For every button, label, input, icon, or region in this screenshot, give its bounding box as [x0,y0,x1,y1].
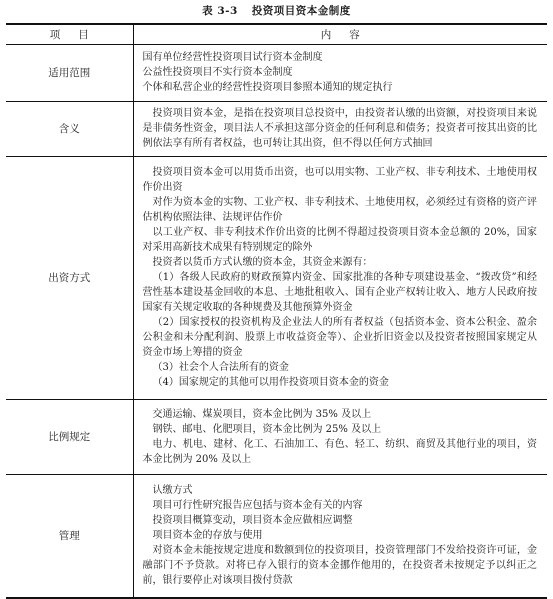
manage-paragraph: 认缴方式 [152,485,193,497]
table-caption [0,3,553,18]
scope-line: 国有单位经营性投资项目试行资本金制度 [142,52,323,63]
row-content-manage [133,474,547,598]
row-label-method: 出资方式 [6,156,133,399]
table-number: 表 3-3 [202,5,238,17]
method-paragraph: （3）社会个人合法所有的资金 [152,362,289,373]
method-paragraph: 以工业产权、非专利技术作价出资的比例不得超过投资项目资本金总额的 20%，国家对采用高新技术成果有特别规定的除外 [142,227,537,253]
row-content-ratio [133,399,547,474]
row-ratio [6,399,547,474]
row-content-method [133,156,547,399]
method-paragraph: 对作为资本金的实物、工业产权、非专利技术、土地使用权，必须经过有资格的资产评估机构依照法律、法规评估作价 [142,197,537,223]
ratio-paragraph: 交通运输、煤炭项目，资本金比例为 35% 及以上 [152,408,372,420]
row-label-scope: 适用范围 [6,44,133,101]
manage-paragraph: 投资项目概算变动，项目资本金应做相应调整 [152,515,353,527]
header-item: 项目 [6,24,133,44]
method-paragraph: 投资项目资本金可以用货币出资，也可以用实物、工业产权、非专利技术、土地使用权作价出资 [142,167,537,193]
scope-line: 公益性投资项目不实行资本金制度 [142,67,293,78]
row-scope [6,44,547,101]
header-row [6,24,547,44]
ratio-paragraph: 钢铁、邮电、化肥项目，资本金比例为 25% 及以上 [152,423,382,435]
manage-paragraph: 项目可行性研究报告应包括与资本金有关的内容 [152,500,363,512]
row-content-scope [133,44,547,101]
row-content-meaning [133,101,547,156]
manage-paragraph: 对资本金未能按规定进度和数额到位的投资项目，投资管理部门不发给投资许可证，金融部门不予贷款。对将已存入银行的资本金挪作他用的，在投资者未按规定予以纠正之前，银行要停止对该项目拨付贷款 [142,545,537,587]
row-label-meaning: 含义 [6,101,133,156]
method-paragraph: （2）国家授权的投资机构及企业法人的所有者权益（包括资本金、资本公积金、盈余公积金和未分配利润、股票上市收益资金等）、企业折旧资金以及投资者按照国家规定从资金市场上筹措的资金 [142,317,537,358]
row-meaning [6,101,547,156]
method-paragraph: 投资者以货币方式认缴的资本金，其资金来源有： [152,257,373,268]
table-title: 投资项目资本金制度 [251,5,351,17]
row-label-ratio: 比例规定 [6,399,133,474]
scope-line: 个体和私营企业的经营性投资项目参照本通知的规定执行 [142,82,393,93]
row-manage [6,474,547,598]
row-method [6,156,547,399]
manage-paragraph: 项目资本金的存放与使用 [152,530,263,542]
header-content: 内容 [133,24,547,44]
capital-system-table [6,23,547,599]
method-paragraph: （4）国家规定的其他可以用作投资项目资本金的资金 [152,377,389,388]
method-paragraph: （1）各级人民政府的财政预算内资金、国家批准的各种专项建设基金、“拨改贷”和经营性基本建设基金回收的本息、土地批租收入、国有企业产权转让收入、地方人民政府按国家有关规定收取的各种规费及其他预算外资金 [142,272,537,313]
row-label-manage: 管理 [6,474,133,598]
meaning-paragraph: 投资项目资本金，是指在投资项目总投资中，由投资者认缴的出资额，对投资项目来说是非债务性资金，项目法人不承担这部分资金的任何利息和债务；投资者可按其出资的比例依法享有所有者权益，也可转让其出资，但不得以任何方式抽回 [142,108,537,149]
ratio-paragraph: 电力、机电、建材、化工、石油加工、有色、轻工、纺织、商贸及其他行业的项目，资本金比例为 20% 及以上 [142,438,537,465]
